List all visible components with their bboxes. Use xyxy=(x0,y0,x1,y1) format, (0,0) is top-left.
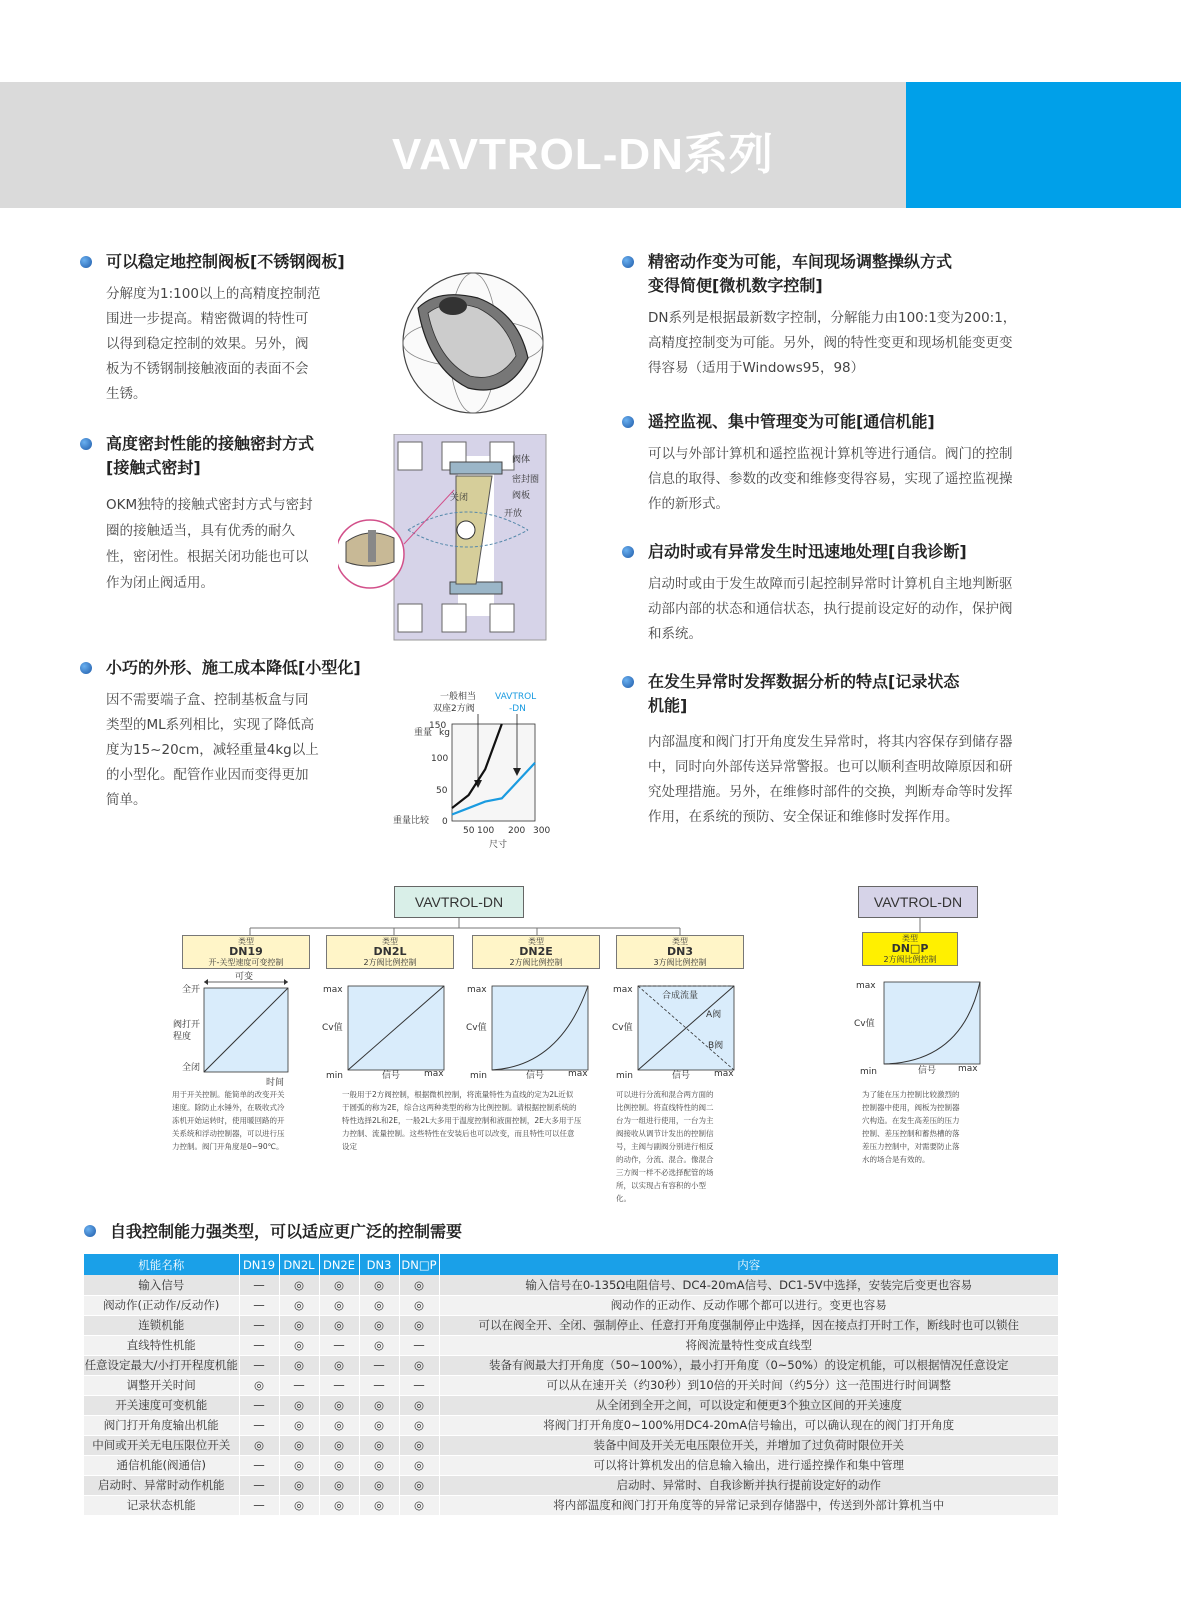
table-row xyxy=(84,1335,1059,1355)
table-row xyxy=(84,1455,1059,1475)
bullet-icon xyxy=(80,662,92,674)
feature-text: 中，同时向外部传送异常警报。也可以顺利查明故障原因和研 xyxy=(648,759,1013,775)
function-name-cell: 中间或开关无电压限位开关 xyxy=(84,1435,239,1455)
support-cell: ◎ xyxy=(359,1475,399,1495)
type-desc: 2方阀比例控制 xyxy=(363,958,417,967)
dn2l-graph xyxy=(320,980,450,1080)
description-cell: 可以从在速开关（约30秒）到10倍的开关时间（约5分）这一范围进行时间调整 xyxy=(439,1375,1059,1395)
note-line: 水的场合是有效的。 xyxy=(862,1155,930,1164)
feature-title-2: [接触式密封] xyxy=(106,458,201,477)
feature-text: 性，密闭性。根据关闭功能也可以 xyxy=(106,549,309,565)
feature-text: 简单。 xyxy=(106,792,147,808)
note-line: 关系统和浮动控制器，可以进行压 xyxy=(172,1129,285,1138)
feature-text: 生锈。 xyxy=(106,386,147,402)
support-cell: ◎ xyxy=(399,1295,439,1315)
valve-label-open: 开放 xyxy=(504,509,523,519)
feature-text: 类型的ML系列相比，实现了降低高 xyxy=(106,717,315,733)
note-dn2 xyxy=(342,1088,604,1153)
signal-label: 信号 xyxy=(526,1071,545,1080)
cv-label: Cv值 xyxy=(854,1019,875,1029)
note-line: 所，以实现占有容积的小型 xyxy=(616,1181,706,1190)
xmax-label: max xyxy=(958,1064,978,1074)
function-name-cell: 启动时、异常时动作机能 xyxy=(84,1475,239,1495)
feature-record-state xyxy=(622,670,1072,830)
signal-label: 信号 xyxy=(382,1071,401,1080)
note-line: 控制、差压控制和蓄热槽的落 xyxy=(862,1129,960,1138)
support-cell: ◎ xyxy=(319,1395,359,1415)
description-cell: 输入信号在0-135Ω电阻信号、DC4-20mA信号、DC1-5V中选择，安装完后变更也容易 xyxy=(439,1275,1059,1295)
support-cell: ◎ xyxy=(399,1415,439,1435)
type-code: DN19 xyxy=(229,945,263,958)
plot-area xyxy=(452,724,535,821)
feature-text: 启动时或由于发生故障而引起控制异常时计算机自主地判断驱 xyxy=(648,576,1013,592)
support-cell: ◎ xyxy=(279,1455,319,1475)
header-cell: DN2L xyxy=(279,1254,319,1275)
description-cell: 将内部温度和阀门打开角度等的异常记录到存储器中，传送到外部计算机当中 xyxy=(439,1495,1059,1515)
type-box-dn2e xyxy=(472,935,600,969)
note-line: 三方阀一样不必选择配管的场 xyxy=(616,1168,714,1177)
function-name-cell: 直线特性机能 xyxy=(84,1335,239,1355)
function-name-cell: 阀动作(正动作/反动作) xyxy=(84,1295,239,1315)
merge-flow-label: 合成流量 xyxy=(662,991,699,1001)
support-cell: ◎ xyxy=(359,1295,399,1315)
feature-text: 以得到稳定控制的效果。另外，阀 xyxy=(106,336,309,352)
function-name-cell: 通信机能(阀通信) xyxy=(84,1455,239,1475)
function-name-cell: 调整开关时间 xyxy=(84,1375,239,1395)
table-header-row xyxy=(84,1254,1059,1275)
support-cell: — xyxy=(239,1415,279,1435)
function-name-cell: 开关速度可变机能 xyxy=(84,1395,239,1415)
table-title xyxy=(84,1219,462,1242)
dn19-graph xyxy=(170,970,305,1088)
support-cell: ◎ xyxy=(279,1275,319,1295)
note-line: 设定 xyxy=(342,1142,357,1151)
feature-title: 高度密封性能的接触密封方式 xyxy=(106,434,315,453)
note-line: 可以进行分流和混合两方面的 xyxy=(616,1090,714,1099)
open-degree-label-2: 程度 xyxy=(173,1032,192,1042)
support-cell: — xyxy=(239,1455,279,1475)
note-line: 化。 xyxy=(616,1194,631,1203)
support-cell: ◎ xyxy=(319,1415,359,1435)
type-desc: 3方阀比例控制 xyxy=(653,958,707,967)
feature-text: 因不需要端子盒、控制基板盒与同 xyxy=(106,692,309,708)
valve-a-label: A阀 xyxy=(706,1010,722,1020)
valve-b-label: B阀 xyxy=(708,1041,724,1051)
valve-disc-illustration xyxy=(398,268,548,418)
support-cell: ◎ xyxy=(359,1415,399,1435)
note-line: 阀接收从调节计发出的控制信 xyxy=(616,1129,714,1138)
support-cell: ◎ xyxy=(319,1355,359,1375)
feature-text: 围进一步提高。精密微调的特性可 xyxy=(106,311,309,327)
feature-text: 信息的取得、参数的改变和维修变得容易，实现了遥控监视操 xyxy=(648,471,1013,487)
note-line: 为了能在压力控制比较激烈的 xyxy=(862,1090,960,1099)
feature-communication xyxy=(622,410,1072,517)
note-line: 的动作，分流、混合。像混合 xyxy=(616,1155,714,1164)
feature-title: 小巧的外形、施工成本降低[小型化] xyxy=(106,658,361,677)
support-cell: — xyxy=(239,1275,279,1295)
support-cell: — xyxy=(239,1495,279,1515)
note-line: 力控制。阀门开角度是0~90℃。 xyxy=(172,1142,284,1151)
cv-label: Cv值 xyxy=(612,1023,633,1033)
note-line: 特性选择2L和2E，一般2L大多用于温度控制和液面控制，2E大多用于压 xyxy=(342,1116,582,1125)
description-cell: 装备中间及开关无电压限位开关，并增加了过负荷时限位开关 xyxy=(439,1435,1059,1455)
type-box-dn19 xyxy=(182,935,310,969)
support-cell: ◎ xyxy=(319,1475,359,1495)
max-label: max xyxy=(323,985,343,995)
description-cell: 从全闭到全开之间，可以设定和便更3个独立区间的开关速度 xyxy=(439,1395,1059,1415)
type-code: DN2L xyxy=(373,945,407,958)
note-line: 用于开关控制。能简单的改变开关 xyxy=(172,1090,285,1099)
note-dn3 xyxy=(616,1088,746,1205)
time-label: 时间 xyxy=(266,1078,285,1088)
support-cell: ◎ xyxy=(359,1455,399,1475)
legend-b-line1: VAVTROL xyxy=(495,692,537,702)
note-line: 于圆弧的称为2E，综合这两种类型的称为比例控制。请根据控制系统的 xyxy=(342,1103,577,1112)
feature-compact xyxy=(80,656,410,813)
y-tick: 50 xyxy=(436,786,448,796)
description-cell: 启动时、异常时、自我诊断并执行提前设定好的动作 xyxy=(439,1475,1059,1495)
flow-root-node-2: VAVTROL-DN xyxy=(858,886,978,918)
table-row xyxy=(84,1415,1059,1435)
bullet-icon xyxy=(622,676,634,688)
type-box-dn2l xyxy=(326,935,454,969)
type-box-dnp xyxy=(862,932,958,966)
note-dnp xyxy=(862,1088,992,1166)
function-name-cell: 阀门打开角度输出机能 xyxy=(84,1415,239,1435)
support-cell: ◎ xyxy=(359,1335,399,1355)
feature-text: 分解度为1:100以上的高精度控制范 xyxy=(106,286,321,302)
feature-text: 的小型化。配管作业因而变得更加 xyxy=(106,767,309,783)
flow-connector-2 xyxy=(918,918,922,932)
min-label: min xyxy=(470,1071,487,1080)
cv-label: Cv值 xyxy=(322,1023,343,1033)
support-cell: ◎ xyxy=(399,1455,439,1475)
feature-text: 作用，在系统的预防、安全保证和维修时发挥作用。 xyxy=(648,809,959,825)
support-cell: — xyxy=(359,1355,399,1375)
note-line: 力控制、流量控制。这些特性在安装后也可以改变，而且特性可以任意 xyxy=(342,1129,575,1138)
feature-title-2: 变得简便[微机数字控制] xyxy=(648,276,823,295)
cv-label: Cv值 xyxy=(466,1023,487,1033)
type-small-label: 类型 xyxy=(238,937,254,946)
support-cell: — xyxy=(399,1335,439,1355)
bullet-icon xyxy=(622,546,634,558)
note-line: 比例控制。将直线特性的阀二 xyxy=(616,1103,714,1112)
feature-text: 得容易（适用于Windows95，98） xyxy=(648,360,865,376)
support-cell: ◎ xyxy=(399,1395,439,1415)
table-row xyxy=(84,1495,1059,1515)
support-cell: ◎ xyxy=(359,1315,399,1335)
support-cell: ◎ xyxy=(239,1435,279,1455)
signal-label: 信号 xyxy=(672,1071,691,1080)
table-row xyxy=(84,1275,1059,1295)
support-cell: ◎ xyxy=(359,1275,399,1295)
function-table xyxy=(84,1254,1059,1516)
weight-comparison-chart xyxy=(385,690,585,860)
bullet-icon xyxy=(622,256,634,268)
note-dn19 xyxy=(172,1088,312,1153)
type-desc: 2方阀比例控制 xyxy=(509,958,563,967)
bullet-icon xyxy=(622,416,634,428)
feature-title: 精密动作变为可能，车间现场调整操纵方式 xyxy=(648,252,953,271)
type-box-dn3 xyxy=(616,935,744,969)
support-cell: ◎ xyxy=(399,1475,439,1495)
support-cell: ◎ xyxy=(279,1355,319,1375)
support-cell: ◎ xyxy=(279,1415,319,1435)
bracket-label: 可变 xyxy=(235,972,254,982)
max-label: max xyxy=(613,985,633,995)
y-tick: 0 xyxy=(442,817,448,827)
support-cell: ◎ xyxy=(279,1475,319,1495)
description-cell: 可以在阀全开、全闭、强制停止、任意打开角度强制停止中选择，因在接点打开时工作，断线时也可以锁住 xyxy=(439,1315,1059,1335)
note-line: 差压力控制中，对需要防止落 xyxy=(862,1142,960,1151)
feature-title: 可以稳定地控制阀板[不锈钢阀板] xyxy=(106,252,345,271)
feature-text: 度为15~20cm，减轻重量4kg以上 xyxy=(106,742,319,758)
header-cell: DN3 xyxy=(359,1254,399,1275)
support-cell: ◎ xyxy=(319,1295,359,1315)
feature-text: 板为不锈钢制接触液面的表面不会 xyxy=(106,361,309,377)
support-cell: — xyxy=(319,1335,359,1355)
function-name-cell: 连锁机能 xyxy=(84,1315,239,1335)
support-cell: ◎ xyxy=(279,1295,319,1315)
support-cell: ◎ xyxy=(399,1435,439,1455)
support-cell: ◎ xyxy=(399,1355,439,1375)
valve-label-seal: 密封圈 xyxy=(512,475,540,485)
function-name-cell: 任意设定最大/小打开程度机能 xyxy=(84,1355,239,1375)
note-line: 冻机开始运转时，使用暖回路的开 xyxy=(172,1116,285,1125)
feature-text: 高精度控制变为可能。另外，阀的特性变更和现场机能变更变 xyxy=(648,335,1013,351)
valve-label-disc: 阀板 xyxy=(512,491,531,501)
type-code: DN3 xyxy=(667,945,693,958)
type-small-label: 类型 xyxy=(672,937,688,946)
page-title: VAVTROL-DN系列 xyxy=(392,130,774,179)
full-open-label: 全开 xyxy=(182,985,201,995)
support-cell: — xyxy=(279,1375,319,1395)
feature-text: 作为闭止阀适用。 xyxy=(106,575,214,591)
support-cell: ◎ xyxy=(399,1275,439,1295)
x-tick: 100 xyxy=(477,826,495,836)
feature-text: 究处理措施。另外，在维修时部件的交换，判断寿命等时发挥 xyxy=(648,784,1013,800)
bullet-icon xyxy=(84,1225,96,1237)
support-cell: ◎ xyxy=(319,1435,359,1455)
table-row xyxy=(84,1375,1059,1395)
feature-text: DN系列是根据最新数字控制，分解能力由100:1变为200:1， xyxy=(648,310,1017,326)
xmax-label: max xyxy=(568,1069,588,1079)
feature-title-2: 机能] xyxy=(648,696,688,715)
note-line: 控制器中使用，阀板为控制器 xyxy=(862,1103,960,1112)
y-tick: 150 xyxy=(429,721,447,731)
header-cell: 机能名称 xyxy=(84,1254,239,1275)
function-name-cell: 输入信号 xyxy=(84,1275,239,1295)
x-tick: 50 xyxy=(463,826,475,836)
dn3-graph xyxy=(610,980,745,1080)
support-cell: ◎ xyxy=(399,1495,439,1515)
contact-seal-diagram xyxy=(338,434,550,644)
valve-label-body: 阀体 xyxy=(512,455,531,465)
min-label: min xyxy=(860,1067,877,1076)
support-cell: ◎ xyxy=(399,1315,439,1335)
type-small-label: 类型 xyxy=(528,937,544,946)
valve-label-close: 关闭 xyxy=(450,493,469,503)
feature-title: 在发生异常时发挥数据分析的特点[记录状态 xyxy=(648,672,960,691)
feature-digital-control xyxy=(622,250,1072,381)
dnp-graph xyxy=(852,976,984,1076)
feature-title: 启动时或有异常发生时迅速地处理[自我诊断] xyxy=(648,542,967,561)
support-cell: — xyxy=(399,1375,439,1395)
support-cell: — xyxy=(239,1315,279,1335)
flow-root-node: VAVTROL-DN xyxy=(394,886,524,918)
type-small-label: 类型 xyxy=(382,937,398,946)
min-label: min xyxy=(326,1071,343,1080)
table-title-text: 自我控制能力强类型，可以适应更广泛的控制需要 xyxy=(110,1222,463,1241)
support-cell: — xyxy=(239,1395,279,1415)
header-cell: DN19 xyxy=(239,1254,279,1275)
feature-text: 可以与外部计算机和遥控监视计算机等进行通信。阀门的控制 xyxy=(648,446,1013,462)
support-cell: ◎ xyxy=(239,1375,279,1395)
feature-self-diagnosis xyxy=(622,540,1072,647)
bullet-icon xyxy=(80,438,92,450)
note-line: 速度。除防止水锤外，在吸收式冷 xyxy=(172,1103,285,1112)
type-small-label: 类型 xyxy=(902,934,918,943)
support-cell: ◎ xyxy=(279,1495,319,1515)
y-axis-unit: kg xyxy=(439,728,450,738)
support-cell: ◎ xyxy=(279,1395,319,1415)
table-row xyxy=(84,1475,1059,1495)
feature-text: 动部内部的状态和通信状态，执行提前设定好的动作，保护阀 xyxy=(648,601,1013,617)
support-cell: — xyxy=(239,1355,279,1375)
note-line: 一般用于2方阀控制，根据微机控制，将流量特性为直线的定为2L近似 xyxy=(342,1090,574,1099)
y-bottom-label: 重量比较 xyxy=(393,816,430,826)
xmax-label: max xyxy=(424,1069,444,1079)
y-tick: 100 xyxy=(431,754,449,764)
support-cell: — xyxy=(239,1335,279,1355)
note-line: 穴构造。在发生高差压的压力 xyxy=(862,1116,960,1125)
feature-contact-seal xyxy=(80,432,380,596)
open-degree-label-1: 阀打开 xyxy=(173,1020,201,1030)
x-axis-label: 尺寸 xyxy=(489,840,508,850)
feature-title: 遥控监视、集中管理变为可能[通信机能] xyxy=(648,412,935,431)
feature-stable-control xyxy=(80,250,380,407)
support-cell: ◎ xyxy=(319,1275,359,1295)
support-cell: — xyxy=(239,1295,279,1315)
support-cell: ◎ xyxy=(359,1435,399,1455)
legend-a-line2: 双座2方阀 xyxy=(433,704,475,714)
support-cell: ◎ xyxy=(319,1495,359,1515)
support-cell: — xyxy=(319,1375,359,1395)
table-row xyxy=(84,1295,1059,1315)
type-desc: 2方阀比例控制 xyxy=(883,955,937,964)
support-cell: ◎ xyxy=(359,1495,399,1515)
table-row xyxy=(84,1395,1059,1415)
type-code: DN□P xyxy=(891,942,929,955)
full-close-label: 全闭 xyxy=(182,1063,201,1073)
support-cell: ◎ xyxy=(279,1315,319,1335)
type-desc: 开-关型速度可变控制 xyxy=(208,958,284,967)
feature-text: OKM独特的接触式密封方式与密封 xyxy=(106,497,313,513)
dn2e-graph xyxy=(464,980,594,1080)
legend-b-line2: -DN xyxy=(509,704,526,714)
x-tick: 300 xyxy=(533,826,551,836)
support-cell: — xyxy=(359,1375,399,1395)
header-cell: DN□P xyxy=(399,1254,439,1275)
y-axis-label: 重量 xyxy=(414,728,433,738)
support-cell: ◎ xyxy=(319,1455,359,1475)
support-cell: — xyxy=(239,1475,279,1495)
bullet-icon xyxy=(80,256,92,268)
description-cell: 将阀门打开角度0~100%用DC4-20mA信号输出，可以确认现在的阀门打开角度 xyxy=(439,1415,1059,1435)
header-cell: DN2E xyxy=(319,1254,359,1275)
x-tick: 200 xyxy=(508,826,526,836)
description-cell: 装备有阀最大打开角度（50~100%），最小打开角度（0~50%）的设定机能，可以根据情况任意设定 xyxy=(439,1355,1059,1375)
legend-a-line1: 一般相当 xyxy=(440,692,477,702)
header-cell: 内容 xyxy=(439,1254,1059,1275)
min-label: min xyxy=(616,1071,633,1080)
note-line: 号，主阀与副阀分别进行相反 xyxy=(616,1142,714,1151)
description-cell: 阀动作的正动作、反动作哪个都可以进行。变更也容易 xyxy=(439,1295,1059,1315)
feature-text: 内部温度和阀门打开角度发生异常时，将其内容保存到储存器 xyxy=(648,734,1013,750)
table-row xyxy=(84,1355,1059,1375)
support-cell: ◎ xyxy=(319,1315,359,1335)
description-cell: 将阀流量特性变成直线型 xyxy=(439,1335,1059,1355)
type-code: DN2E xyxy=(519,945,553,958)
table-row xyxy=(84,1315,1059,1335)
support-cell: ◎ xyxy=(359,1395,399,1415)
header-accent-block xyxy=(906,82,1181,208)
function-name-cell: 记录状态机能 xyxy=(84,1495,239,1515)
table-row xyxy=(84,1435,1059,1455)
feature-text: 圈的接触适当，具有优秀的耐久 xyxy=(106,523,295,539)
description-cell: 可以将计算机发出的信息输入输出，进行遥控操作和集中管理 xyxy=(439,1455,1059,1475)
feature-text: 和系统。 xyxy=(648,626,702,642)
signal-label: 信号 xyxy=(918,1066,937,1076)
support-cell: ◎ xyxy=(279,1435,319,1455)
note-line: 台为一组进行使用，一台为主 xyxy=(616,1116,714,1125)
feature-text: 作的新形式。 xyxy=(648,496,729,512)
max-label: max xyxy=(467,985,487,995)
max-label: max xyxy=(856,981,876,991)
support-cell: ◎ xyxy=(279,1335,319,1355)
xmax-label: max xyxy=(714,1069,734,1079)
